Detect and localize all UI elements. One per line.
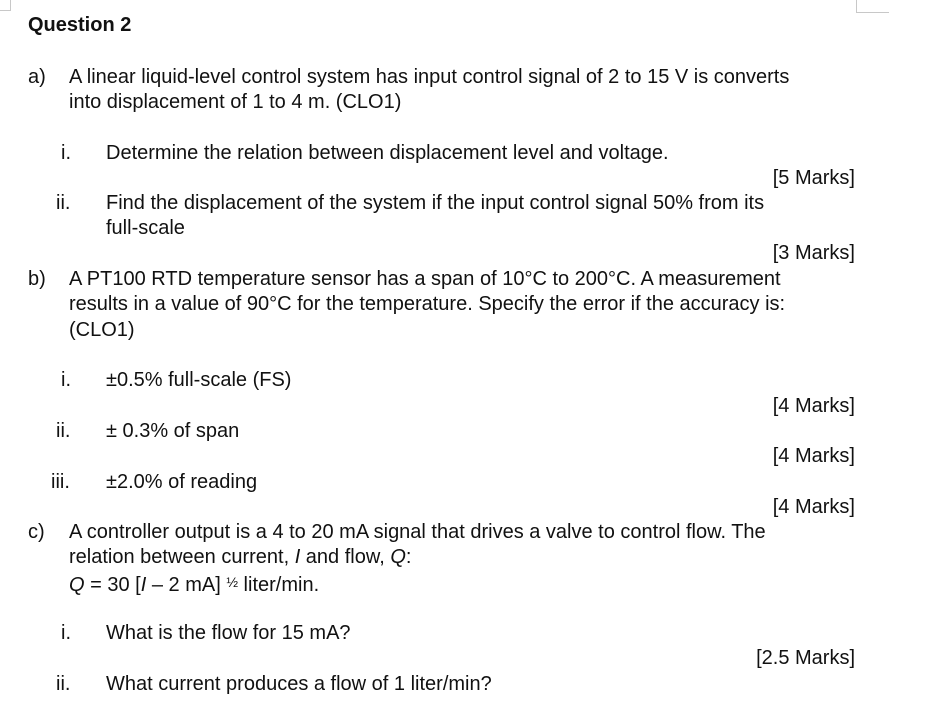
crop-mark-left	[0, 0, 11, 11]
part-a-item-1-marks: [5 Marks]	[772, 167, 855, 189]
part-b-item-3-marks: [4 Marks]	[772, 496, 855, 518]
part-a-line-1: A linear liquid-level control system has input control signal of 2 to 15 V is converts	[69, 66, 790, 88]
part-c-line-1: A controller output is a 4 to 20 mA signal that drives a valve to control flow. The	[69, 521, 766, 543]
crop-mark-right	[856, 0, 889, 13]
part-b-item-3-num: iii.	[51, 471, 70, 493]
part-a-line-2: into displacement of 1 to 4 m. (CLO1)	[69, 91, 402, 113]
part-a-item-2-text-2: full-scale	[106, 217, 185, 239]
formula-flow-symbol: Q	[69, 574, 85, 596]
part-c-line-2-mid: and flow,	[300, 546, 391, 568]
variable-flow: Q	[390, 546, 406, 568]
part-b-item-1-text: ±0.5% full-scale (FS)	[106, 369, 292, 391]
formula-rest: – 2 mA]	[146, 574, 227, 596]
part-b-item-2-text: ± 0.3% of span	[106, 420, 240, 442]
formula-unit: liter/min.	[238, 574, 320, 596]
part-c-item-1-text: What is the flow for 15 mA?	[106, 622, 351, 644]
part-a-item-1-text: Determine the relation between displacement level and voltage.	[106, 142, 669, 164]
formula-exponent: ½	[226, 574, 238, 590]
part-b-line-1: A PT100 RTD temperature sensor has a span of 10°C to 200°C. A measurement	[69, 268, 781, 290]
flow-formula	[69, 569, 319, 598]
part-b-line-2: results in a value of 90°C for the temperature. Specify the error if the accuracy is:	[69, 293, 786, 315]
part-c-label: c)	[28, 521, 45, 543]
part-a-item-1-num: i.	[61, 142, 71, 164]
part-c-line-2	[69, 544, 411, 570]
part-a-item-2-marks: [3 Marks]	[772, 242, 855, 264]
formula-current-symbol: I	[140, 574, 147, 596]
part-b-item-1-marks: [4 Marks]	[772, 395, 855, 417]
part-c-item-2-num: ii.	[56, 673, 71, 695]
part-b-item-3-text: ±2.0% of reading	[106, 471, 258, 493]
question-title: Question 2	[28, 14, 132, 36]
part-c-line-2-post: :	[405, 546, 412, 568]
part-b-line-3: (CLO1)	[69, 319, 135, 341]
part-a-item-2-num: ii.	[56, 192, 71, 214]
part-b-item-2-num: ii.	[56, 420, 71, 442]
part-c-item-1-marks: [2.5 Marks]	[756, 647, 855, 669]
formula-eq: = 30 [	[84, 574, 141, 596]
variable-current: I	[294, 546, 301, 568]
part-c-item-2-text: What current produces a flow of 1 liter/min?	[106, 673, 492, 695]
part-b-item-2-marks: [4 Marks]	[772, 445, 855, 467]
part-a-item-2-text-1: Find the displacement of the system if the input control signal 50% from its	[106, 192, 765, 214]
part-c-line-2-pre: relation between current,	[69, 546, 295, 568]
part-b-label: b)	[28, 268, 46, 290]
part-a-label: a)	[28, 66, 46, 88]
part-c-item-1-num: i.	[61, 622, 71, 644]
part-b-item-1-num: i.	[61, 369, 71, 391]
